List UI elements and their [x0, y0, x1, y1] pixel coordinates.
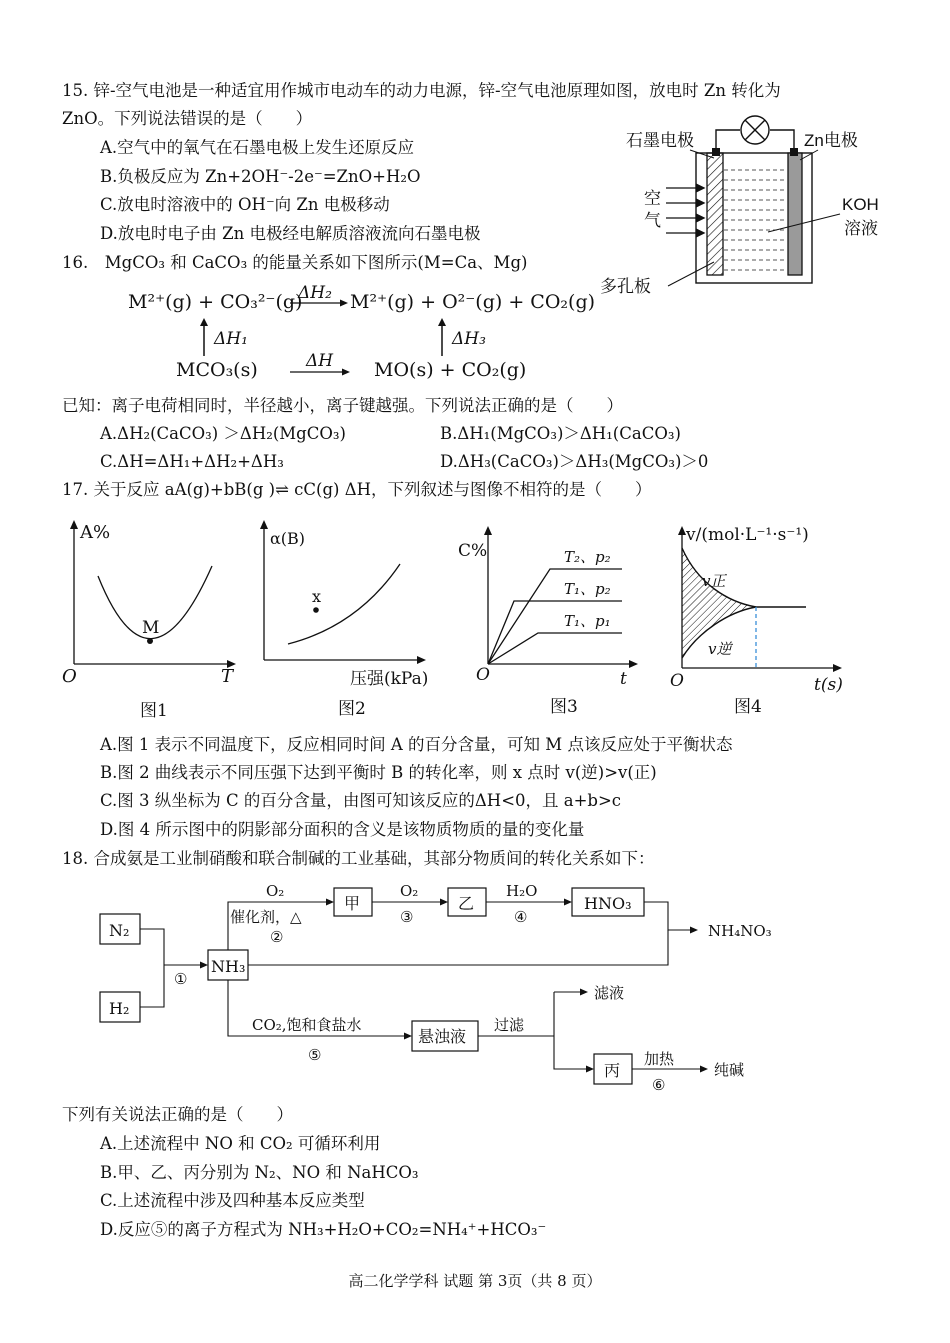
- q18-option-d: D.反应⑤的离子方程式为 NH₃+H₂O+CO₂=NH₄⁺+HCO₃⁻: [100, 1220, 547, 1239]
- cycle-bottom-left: MCO₃(s): [176, 359, 258, 381]
- q17-figure-4: [668, 514, 888, 724]
- q17-stem: 17. 关于反应 aA(g)+bB(g )⇌ cC(g) ΔH，下列叙述与图像不相符的是（ ）: [62, 480, 652, 499]
- flow-co2-brine: CO₂,饱和食盐水: [252, 1016, 362, 1034]
- q17-option-d: D.图 4 所示图中的阴影部分面积的含义是该物质物质的量的变化量: [100, 820, 585, 839]
- q18-stem: 18. 合成氨是工业制硝酸和联合制碱的工业基础，其部分物质间的转化关系如下：: [62, 849, 655, 868]
- q17-figure-3: [458, 514, 648, 724]
- koh-label-1: KOH: [842, 195, 879, 214]
- fig4-caption: 图4: [734, 697, 762, 717]
- q15-stem-line2: ZnO。下列说法错误的是（ ）: [62, 109, 313, 128]
- flow-catalyst: 催化剂，△: [230, 908, 302, 926]
- bulb-icon: [741, 116, 769, 144]
- flow-heat: 加热: [644, 1050, 675, 1068]
- fig1-xlabel: T: [221, 666, 234, 687]
- flow-step-2: ②: [270, 928, 284, 946]
- fig2-point-x: [313, 607, 319, 613]
- flow-hno3: HNO₃: [584, 894, 632, 913]
- fig1-caption: 图1: [140, 701, 168, 721]
- cycle-top-left: M²⁺(g) + CO₃²⁻(g): [128, 291, 303, 313]
- q15-option-b: B.负极反应为 Zn+2OH⁻-2e⁻=ZnO+H₂O: [100, 167, 421, 186]
- air-inflow-arrows: [666, 185, 704, 237]
- cycle-dh2: ΔH₂: [298, 283, 332, 303]
- fig4-origin: O: [670, 671, 684, 691]
- fig4-ylabel: v/(mol·L⁻¹·s⁻¹): [686, 525, 809, 545]
- q16-stem: 16. MgCO₃ 和 CaCO₃ 的能量关系如下图所示(M=Ca、Mg): [62, 253, 528, 272]
- fig4-forward-label: v正: [702, 572, 726, 590]
- flow-step-5: ⑤: [308, 1046, 322, 1064]
- fig4-shaded-area: [682, 548, 806, 658]
- fig2-curve: [288, 564, 400, 644]
- flow-n2: N₂: [109, 921, 130, 940]
- fig2-point-label: x: [312, 587, 322, 606]
- fig2-caption: 图2: [338, 699, 366, 719]
- flow-step-4: ④: [514, 908, 528, 926]
- q15-option-a: A.空气中的氧气在石墨电极上发生还原反应: [100, 138, 415, 157]
- q17-option-a: A.图 1 表示不同温度下，反应相同时间 A 的百分含量，可知 M 点该反应处于平衡状态: [100, 735, 733, 754]
- q16-option-c: C.ΔH=ΔH₁+ΔH₂+ΔH₃: [100, 452, 284, 471]
- q17-figure-1: [58, 514, 248, 724]
- flow-bing: 丙: [604, 1061, 621, 1080]
- flow-nh4no3: NH₄NO₃: [708, 922, 772, 940]
- flow-nh3: NH₃: [211, 957, 246, 976]
- fig1-origin: O: [62, 666, 77, 687]
- flow-o2-b: O₂: [400, 882, 419, 900]
- q17-option-c: C.图 3 纵坐标为 C 的百分含量，由图可知该反应的ΔH<0，且 a+b>c: [100, 791, 622, 810]
- fig1-point-label: M: [142, 618, 160, 638]
- koh-label-2: 溶液: [844, 219, 878, 238]
- flow-step-6: ⑥: [652, 1076, 666, 1094]
- flow-soda: 纯碱: [714, 1061, 745, 1079]
- q18-option-b: B.甲、乙、丙分别为 N₂、NO 和 NaHCO₃: [100, 1163, 419, 1182]
- flow-o2-a: O₂: [266, 882, 285, 900]
- fig4-xlabel: t(s): [814, 675, 843, 695]
- fig4-reverse-label: v逆: [708, 640, 732, 658]
- cycle-top-right: M²⁺(g) + O²⁻(g) + CO₂(g): [350, 291, 596, 313]
- porous-plate-label: 多孔板: [600, 277, 651, 296]
- fig2-ylabel: α(B): [270, 529, 306, 548]
- fig3-xlabel: t: [620, 669, 627, 689]
- q16-known: 已知：离子电荷相同时，半径越小，离子键越强。下列说法正确的是（ ）: [62, 396, 623, 415]
- flow-jia: 甲: [344, 894, 361, 913]
- cycle-bottom-right: MO(s) + CO₂(g): [374, 359, 527, 381]
- graphite-electrode: [707, 153, 723, 275]
- fig1-point-m: [147, 638, 153, 644]
- ammonia-process-flowchart: [90, 874, 810, 1096]
- koh-solution: [724, 170, 786, 270]
- flow-h2: H₂: [109, 999, 130, 1018]
- flow-yi: 乙: [458, 894, 475, 913]
- q16-option-a: A.ΔH₂(CaCO₃) ＞ΔH₂(MgCO₃): [100, 424, 346, 443]
- cycle-dh1: ΔH₁: [214, 329, 248, 349]
- q15-option-d: D.放电时电子由 Zn 电极经电解质溶液流向石墨电极: [100, 224, 481, 243]
- fig3-caption: 图3: [550, 697, 578, 717]
- q15-option-c: C.放电时溶液中的 OH⁻向 Zn 电极移动: [100, 195, 390, 214]
- graphite-electrode-label: 石墨电极: [626, 131, 694, 150]
- flow-h2o: H₂O: [506, 882, 538, 900]
- flow-step-1: ①: [174, 970, 188, 988]
- fig3-curve-label-3: T₁、p₁: [564, 612, 611, 630]
- flow-step-3: ③: [400, 908, 414, 926]
- zinc-air-battery-figure: [590, 108, 900, 308]
- flow-filter: 过滤: [494, 1016, 525, 1034]
- cycle-dh: ΔH: [306, 351, 334, 371]
- fig3-curve-label-1: T₂、p₂: [564, 548, 611, 566]
- flow-suspension: 悬浊液: [418, 1027, 467, 1046]
- energy-cycle-diagram: [120, 278, 600, 388]
- q16-option-d: D.ΔH₃(CaCO₃)＞ΔH₃(MgCO₃)＞0: [440, 452, 709, 471]
- q18-option-c: C.上述流程中涉及四种基本反应类型: [100, 1191, 365, 1210]
- q15-stem-line1: 15. 锌-空气电池是一种适宜用作城市电动车的动力电源，锌-空气电池原理如图，放电时 Zn 转化为: [62, 81, 781, 100]
- page-footer: 高二化学学科 试题 第 3页（共 8 页）: [348, 1272, 602, 1290]
- air-label-2: 气: [644, 211, 661, 230]
- cycle-dh3: ΔH₃: [452, 329, 486, 349]
- zinc-electrode: [788, 153, 802, 275]
- fig3-curve-t1p1: [488, 633, 622, 664]
- q17-figure-2: [250, 514, 440, 724]
- fig3-ylabel: C%: [458, 541, 488, 561]
- air-label-1: 空: [644, 189, 661, 208]
- fig3-origin: O: [476, 665, 490, 685]
- fig1-ylabel: A%: [80, 522, 111, 543]
- q18-lead: 下列有关说法正确的是（ ）: [62, 1105, 293, 1124]
- fig3-curve-label-2: T₁、p₂: [564, 580, 611, 598]
- flow-filtrate: 滤液: [594, 984, 625, 1002]
- q16-option-b: B.ΔH₁(MgCO₃)＞ΔH₁(CaCO₃): [440, 424, 681, 443]
- q18-option-a: A.上述流程中 NO 和 CO₂ 可循环利用: [100, 1134, 381, 1153]
- zn-electrode-label: Zn电极: [804, 131, 858, 150]
- fig2-xlabel: 压强(kPa): [350, 669, 429, 689]
- q17-option-b: B.图 2 曲线表示不同压强下达到平衡时 B 的转化率，则 x 点时 v(逆)>v(正): [100, 763, 657, 782]
